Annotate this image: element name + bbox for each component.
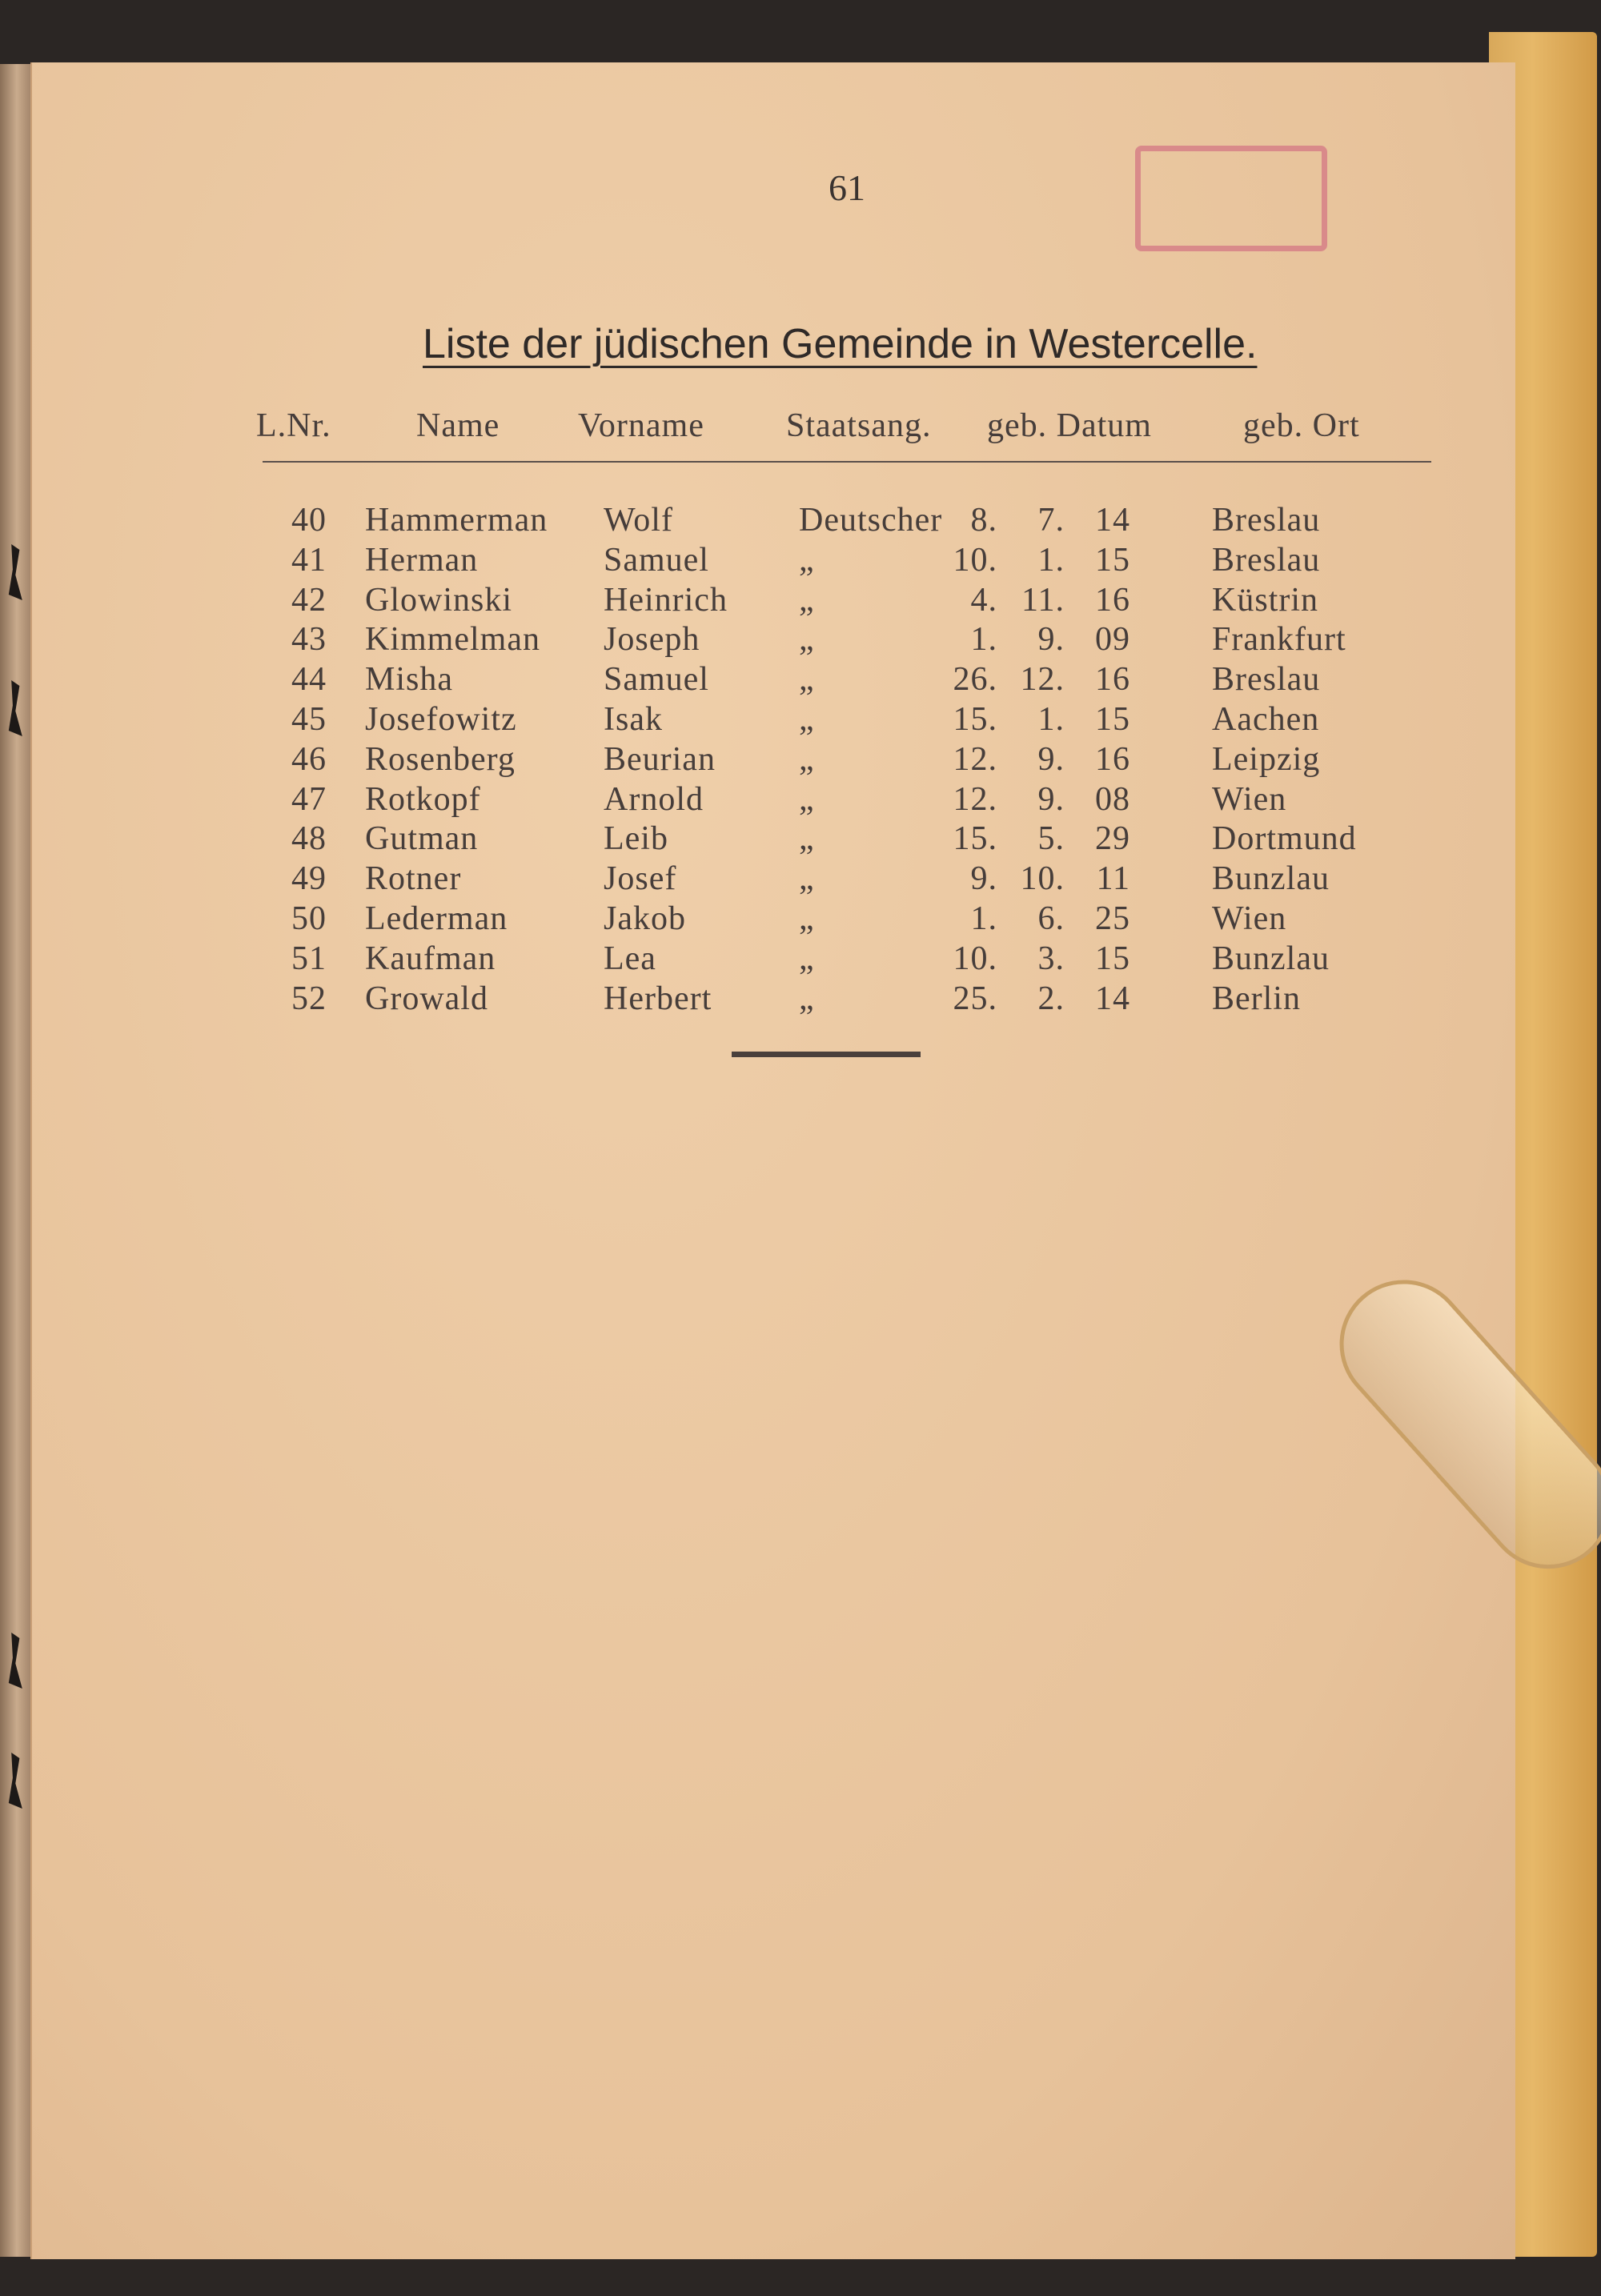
- row-vorname: Leib: [604, 820, 668, 858]
- table-row: [30, 940, 1515, 980]
- row-geb-month: 9.: [1037, 740, 1065, 778]
- row-staatsang: „: [799, 940, 815, 977]
- row-name: Herman: [365, 541, 479, 579]
- row-name: Rotkopf: [365, 780, 481, 818]
- row-geb-month: 9.: [1037, 621, 1065, 659]
- table-row: [30, 620, 1515, 660]
- row-geb-day: 1.: [970, 621, 997, 659]
- row-geb-ort: Wien: [1212, 780, 1287, 818]
- row-name: Kaufman: [365, 940, 496, 977]
- row-number: 44: [291, 661, 327, 699]
- row-number: 41: [291, 541, 327, 579]
- document-page: [30, 62, 1515, 2259]
- page-number: 61: [829, 167, 865, 208]
- binding-tear: [3, 1753, 30, 1809]
- table-row: [30, 900, 1515, 940]
- row-geb-day: 12.: [953, 780, 997, 818]
- row-geb-day: 15.: [953, 820, 997, 858]
- row-geb-year: 11: [1096, 860, 1130, 898]
- row-geb-year: 16: [1095, 740, 1130, 778]
- row-geb-year: 16: [1095, 661, 1130, 699]
- table-row: [30, 859, 1515, 900]
- row-number: 42: [291, 581, 327, 619]
- row-geb-month: 1.: [1037, 541, 1065, 579]
- archive-stamp: [1135, 146, 1327, 251]
- header-staatsang: Staatsang.: [786, 407, 932, 444]
- row-staatsang: „: [799, 780, 815, 818]
- row-staatsang: „: [799, 661, 815, 699]
- row-geb-day: 8.: [970, 502, 997, 539]
- table-row: [30, 980, 1515, 1020]
- row-geb-month: 12.: [1020, 661, 1065, 699]
- row-geb-day: 1.: [970, 900, 997, 937]
- row-name: Josefowitz: [365, 701, 517, 738]
- header-name: Name: [416, 407, 500, 444]
- row-name: Hammerman: [365, 502, 548, 539]
- row-geb-day: 4.: [970, 581, 997, 619]
- row-geb-ort: Berlin: [1212, 980, 1301, 1017]
- row-staatsang: „: [799, 701, 815, 738]
- row-geb-year: 16: [1095, 581, 1130, 619]
- row-name: Rotner: [365, 860, 462, 898]
- row-geb-month: 9.: [1037, 780, 1065, 818]
- row-geb-month: 2.: [1037, 980, 1065, 1017]
- header-geb-datum: geb. Datum: [987, 407, 1152, 444]
- page-title: Liste der jüdischen Gemeinde in Westercelle.: [423, 321, 1258, 367]
- table-row: [30, 740, 1515, 780]
- row-geb-ort: Leipzig: [1212, 740, 1321, 778]
- row-staatsang: „: [799, 820, 815, 858]
- book-binding: [0, 64, 34, 2257]
- row-geb-month: 10.: [1020, 860, 1065, 898]
- header-geb-ort: geb. Ort: [1243, 407, 1360, 444]
- row-geb-day: 10.: [953, 940, 997, 977]
- table-row: [30, 501, 1515, 541]
- row-name: Misha: [365, 661, 453, 699]
- row-number: 49: [291, 860, 327, 898]
- row-geb-year: 14: [1095, 980, 1130, 1017]
- table-row: [30, 700, 1515, 740]
- row-geb-day: 10.: [953, 541, 997, 579]
- row-staatsang: „: [799, 860, 815, 898]
- row-name: Lederman: [365, 900, 508, 937]
- row-geb-year: 09: [1095, 621, 1130, 659]
- row-name: Growald: [365, 980, 488, 1017]
- row-geb-ort: Frankfurt: [1212, 621, 1346, 659]
- row-staatsang: „: [799, 581, 815, 619]
- row-staatsang: Deutscher: [799, 502, 943, 539]
- row-vorname: Isak: [604, 701, 663, 738]
- row-vorname: Lea: [604, 940, 656, 977]
- row-vorname: Samuel: [604, 541, 709, 579]
- row-geb-year: 15: [1095, 701, 1130, 738]
- row-number: 43: [291, 621, 327, 659]
- row-vorname: Joseph: [604, 621, 700, 659]
- table-row: [30, 819, 1515, 859]
- binding-tear: [3, 544, 30, 600]
- row-geb-ort: Breslau: [1212, 541, 1321, 579]
- row-vorname: Herbert: [604, 980, 712, 1017]
- row-geb-ort: Aachen: [1212, 701, 1320, 738]
- row-name: Gutman: [365, 820, 479, 858]
- row-vorname: Wolf: [604, 502, 673, 539]
- row-geb-ort: Breslau: [1212, 661, 1321, 699]
- row-geb-month: 1.: [1037, 701, 1065, 738]
- row-geb-day: 15.: [953, 701, 997, 738]
- row-geb-year: 14: [1095, 502, 1130, 539]
- table-row: [30, 780, 1515, 820]
- row-geb-year: 25: [1095, 900, 1130, 937]
- table-row: [30, 541, 1515, 581]
- row-geb-year: 15: [1095, 940, 1130, 977]
- row-geb-ort: Wien: [1212, 900, 1287, 937]
- row-number: 52: [291, 980, 327, 1017]
- row-staatsang: „: [799, 621, 815, 659]
- table-row: [30, 581, 1515, 621]
- row-geb-ort: Bunzlau: [1212, 940, 1330, 977]
- table-row: [30, 660, 1515, 700]
- row-staatsang: „: [799, 541, 815, 579]
- row-vorname: Jakob: [604, 900, 686, 937]
- row-geb-year: 08: [1095, 780, 1130, 818]
- row-geb-ort: Dortmund: [1212, 820, 1357, 858]
- row-name: Glowinski: [365, 581, 513, 619]
- header-underline: [263, 461, 1431, 463]
- row-geb-month: 5.: [1037, 820, 1065, 858]
- row-vorname: Arnold: [604, 780, 704, 818]
- row-vorname: Samuel: [604, 661, 709, 699]
- row-geb-day: 12.: [953, 740, 997, 778]
- row-geb-year: 15: [1095, 541, 1130, 579]
- row-number: 46: [291, 740, 327, 778]
- end-rule: [732, 1052, 921, 1057]
- row-name: Rosenberg: [365, 740, 516, 778]
- row-geb-ort: Küstrin: [1212, 581, 1318, 619]
- row-staatsang: „: [799, 740, 815, 778]
- row-geb-month: 3.: [1037, 940, 1065, 977]
- row-staatsang: „: [799, 980, 815, 1017]
- table-header: [30, 407, 1515, 447]
- row-number: 45: [291, 701, 327, 738]
- row-geb-day: 26.: [953, 661, 997, 699]
- row-name: Kimmelman: [365, 621, 540, 659]
- binding-tear: [3, 1633, 30, 1689]
- row-vorname: Josef: [604, 860, 677, 898]
- row-number: 50: [291, 900, 327, 937]
- row-geb-month: 7.: [1037, 502, 1065, 539]
- row-number: 40: [291, 502, 327, 539]
- binding-tear: [3, 680, 30, 736]
- row-number: 47: [291, 780, 327, 818]
- row-geb-month: 6.: [1037, 900, 1065, 937]
- row-geb-ort: Bunzlau: [1212, 860, 1330, 898]
- row-number: 51: [291, 940, 327, 977]
- row-geb-ort: Breslau: [1212, 502, 1321, 539]
- row-geb-day: 9.: [970, 860, 997, 898]
- row-staatsang: „: [799, 900, 815, 937]
- row-number: 48: [291, 820, 327, 858]
- row-vorname: Beurian: [604, 740, 716, 778]
- row-geb-month: 11.: [1021, 581, 1065, 619]
- row-geb-year: 29: [1095, 820, 1130, 858]
- header-vorname: Vorname: [578, 407, 704, 444]
- header-lnr: L.Nr.: [256, 407, 331, 444]
- row-geb-day: 25.: [953, 980, 997, 1017]
- row-vorname: Heinrich: [604, 581, 728, 619]
